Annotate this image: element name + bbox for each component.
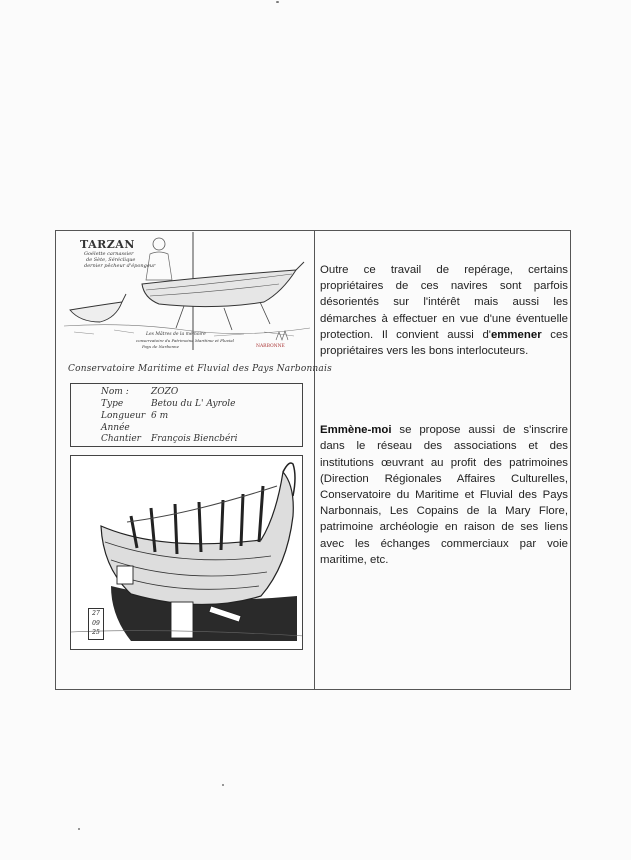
card-label: Nom : — [101, 387, 129, 397]
date-day: 27 — [92, 610, 100, 617]
card-row-year — [101, 423, 151, 433]
paragraph-1-bold: emmener — [490, 328, 542, 341]
sketch-stamp: NARBONNE — [256, 344, 285, 349]
sketch-note-1: Les Mâtres de la mémoire — [146, 332, 206, 337]
card-value: ZOZO — [151, 387, 179, 397]
sketch-subtitle-2: de Sète, Séréclique — [86, 257, 136, 263]
wreck-drawing — [71, 456, 303, 650]
card-label: Année — [101, 423, 130, 433]
sketch-date-box — [88, 608, 104, 640]
paragraph-2-bold: Emmène-moi — [320, 424, 392, 437]
paragraph-1 — [320, 262, 568, 359]
scan-speck — [222, 784, 224, 786]
sketch-note-3: Pays de Narbonne — [142, 344, 179, 349]
date-month: 09 — [92, 619, 100, 627]
column-divider — [314, 230, 315, 690]
card-value: François Biencbéri — [151, 434, 238, 444]
date-year: 25 — [92, 629, 100, 636]
card-row-length — [101, 411, 168, 421]
wreck-boat-sketch — [70, 455, 303, 650]
tarzan-boat-sketch — [64, 232, 310, 356]
card-label: Longueur — [101, 411, 146, 421]
sketch-subtitle-1: Goélette carnassier — [84, 251, 134, 257]
sketch-subtitle-3: dernier pêcheur d'épongeur — [84, 263, 156, 269]
paragraph-1-text-a: Outre ce travail de repérage, certains propriétaires de ces navires sont parfois désorientés sur l'intérêt mais aussi les démarches à effectuer en vue d'une éventuelle protection. Il convient aussi d' — [320, 264, 568, 341]
card-row-name — [101, 387, 178, 397]
illustration-caption: Conservatoire Maritime et Fluvial des Pays Narbonnais — [68, 364, 332, 374]
text-column — [320, 262, 568, 568]
paragraph-1-text-b: ces propriétaires vers les bons interlocuteurs. — [320, 328, 568, 358]
paragraph-2 — [320, 422, 568, 568]
card-value: 6 m — [151, 411, 169, 421]
card-label: Chantier — [101, 434, 141, 444]
card-label: Type — [101, 399, 124, 409]
sketch-title: TARZAN — [80, 238, 135, 251]
card-row-type — [101, 399, 236, 409]
card-value: Betou du L' Ayrole — [151, 399, 236, 409]
card-row-shipyard — [101, 434, 237, 444]
scan-speck — [276, 1, 279, 3]
scan-speck — [78, 828, 80, 830]
paragraph-2-text: se propose aussi de s'inscrire dans le réseau des associations et des institutions œuvrant au profit des patrimoines (Direction Régionales Affaires Culturelles, Conservatoire du Maritime et Fluvial des Pays Narbonnais, Les Copains de la Mary Flore, patrimoine archéologie en raison de ses liens avec les échanges commerciaux par voie maritime, etc. — [320, 424, 568, 566]
boat-id-card — [70, 383, 303, 447]
sketch-note-2: conservatoire du Patrimoine Maritime et Fluvial — [136, 338, 234, 343]
